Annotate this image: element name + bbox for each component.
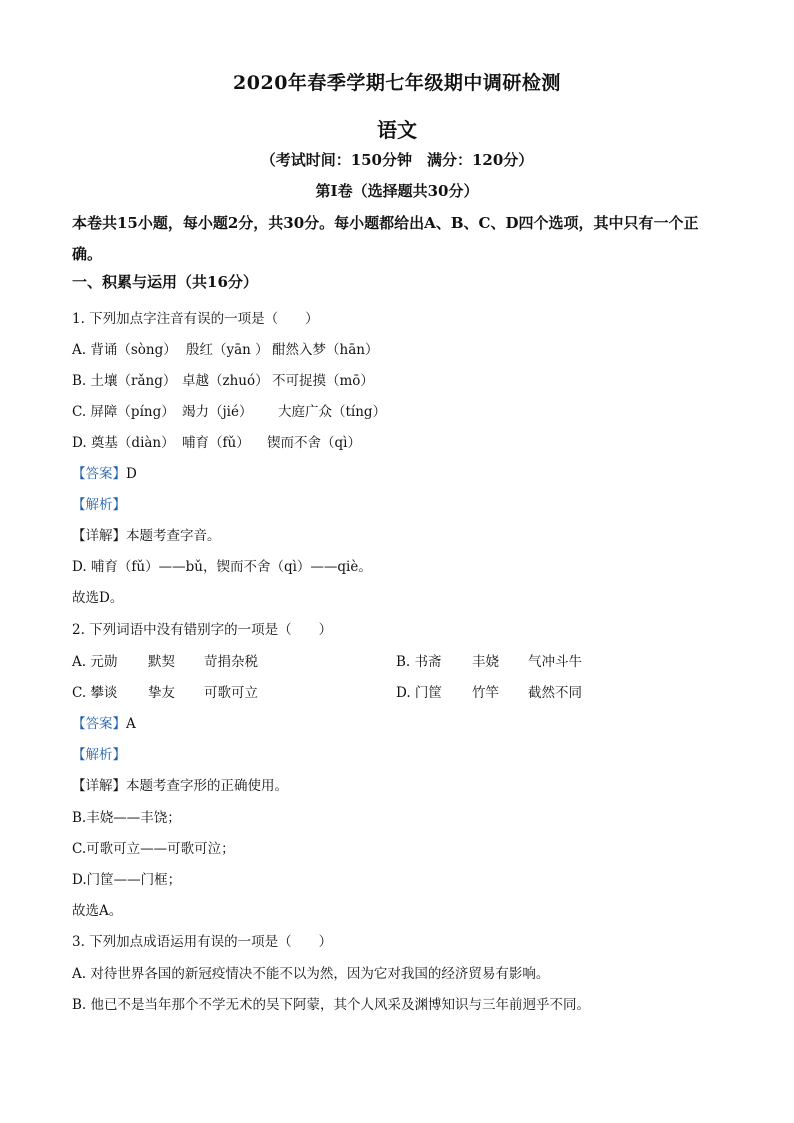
question-3-stem: 3. 下列加点成语运用有误的一项是（ ）	[72, 934, 333, 950]
q2-explanation-d: D.门筐——门框；	[72, 872, 182, 888]
q2-option-a	[72, 650, 258, 670]
q2-option-d-3: 截然不同	[528, 685, 582, 701]
section-heading: 第Ⅰ卷（选择题共30分）	[315, 182, 479, 200]
q1-option-a-2: 殷红（yān ）	[186, 342, 269, 358]
detail-text: 本题考查字音。	[126, 528, 221, 544]
q2-option-d	[396, 681, 582, 701]
q1-option-c	[72, 400, 386, 420]
q1-option-c-1: C. 屏障（píng）	[72, 404, 175, 420]
detail-tag: 【详解】	[72, 778, 126, 794]
q1-option-b-1: B. 土壤（rǎng）	[72, 373, 177, 389]
question-1-stem: 1. 下列加点字注音有误的一项是（ ）	[72, 311, 319, 327]
q2-option-b-1: B. 书斋	[396, 654, 442, 670]
q1-answer	[72, 462, 137, 482]
q2-option-b-2: 丰娆	[472, 654, 499, 670]
q2-option-a-3: 苛捐杂税	[204, 654, 258, 670]
analysis-tag: 【解析】	[72, 747, 126, 763]
q2-answer	[72, 712, 136, 732]
q3-option-a: A. 对待世界各国的新冠疫情决不能不以为然，因为它对我国的经济贸易有影响。	[72, 966, 550, 982]
answer-value: A	[126, 716, 136, 732]
q1-option-d-3: 锲而不舍（qì）	[267, 435, 361, 451]
answer-tag: 【答案】	[72, 466, 126, 482]
q2-option-b-3: 气冲斗牛	[528, 654, 582, 670]
q1-option-d-2: 哺育（fǔ）	[182, 435, 250, 451]
q2-option-c-3: 可歌可立	[204, 685, 258, 701]
q1-option-a-3: 酣然入梦（hān）	[272, 342, 379, 358]
q2-option-a-1: A. 元勋	[72, 654, 118, 670]
q1-option-c-2: 竭力（jié）	[182, 404, 253, 420]
answer-tag: 【答案】	[72, 716, 126, 732]
part-heading: 一、积累与运用（共16分）	[72, 273, 258, 291]
answer-value: D	[126, 466, 137, 482]
q1-option-a-1: A. 背诵（sòng）	[72, 342, 177, 358]
q2-option-a-2: 默契	[148, 654, 175, 670]
detail-tag: 【详解】	[72, 528, 126, 544]
q2-option-c	[72, 681, 258, 701]
q1-option-b-2: 卓越（zhuó）	[182, 373, 269, 389]
q3-option-b: B. 他已不是当年那个不学无术的吴下阿蒙，其个人风采及渊博知识与三年前迥乎不同。	[72, 997, 591, 1013]
q2-option-d-2: 竹竿	[472, 685, 499, 701]
subject-title: 语文	[377, 118, 417, 142]
q1-explanation: D. 哺育（fǔ）——bǔ，锲而不舍（qì）——qiè。	[72, 559, 372, 575]
q2-detail	[72, 774, 288, 794]
q1-option-c-3: 大庭广众（tíng）	[278, 404, 387, 420]
q2-explanation-c: C.可歌可立——可歌可泣；	[72, 841, 235, 857]
q2-conclusion: 故选A。	[72, 903, 123, 919]
instructions: 本卷共15小题，每小题2分，共30分。每小题都给出A、B、C、D四个选项，其中只有一个正确。	[72, 214, 699, 263]
q2-option-c-2: 挚友	[148, 685, 175, 701]
exam-info: （考试时间：150分钟 满分：120分）	[260, 151, 534, 169]
question-2-stem: 2. 下列词语中没有错别字的一项是（ ）	[72, 622, 333, 638]
analysis-tag: 【解析】	[72, 497, 126, 513]
q1-detail	[72, 524, 221, 544]
q2-explanation-b: B.丰娆——丰饶；	[72, 810, 181, 826]
q1-option-b-3: 不可捉摸（mō）	[272, 373, 374, 389]
q1-analysis-label	[72, 493, 126, 513]
q1-option-b	[72, 369, 374, 389]
q2-option-b	[396, 650, 582, 670]
q1-option-d	[72, 431, 361, 451]
q1-option-a	[72, 338, 378, 358]
page-title: 2020年春季学期七年级期中调研检测	[233, 72, 561, 94]
q1-conclusion: 故选D。	[72, 590, 124, 606]
q1-option-d-1: D. 奠基（diàn）	[72, 435, 175, 451]
detail-text: 本题考查字形的正确使用。	[126, 778, 288, 794]
q2-option-d-1: D. 门筐	[396, 685, 442, 701]
q2-option-c-1: C. 攀谈	[72, 685, 118, 701]
q2-analysis-label	[72, 743, 126, 763]
